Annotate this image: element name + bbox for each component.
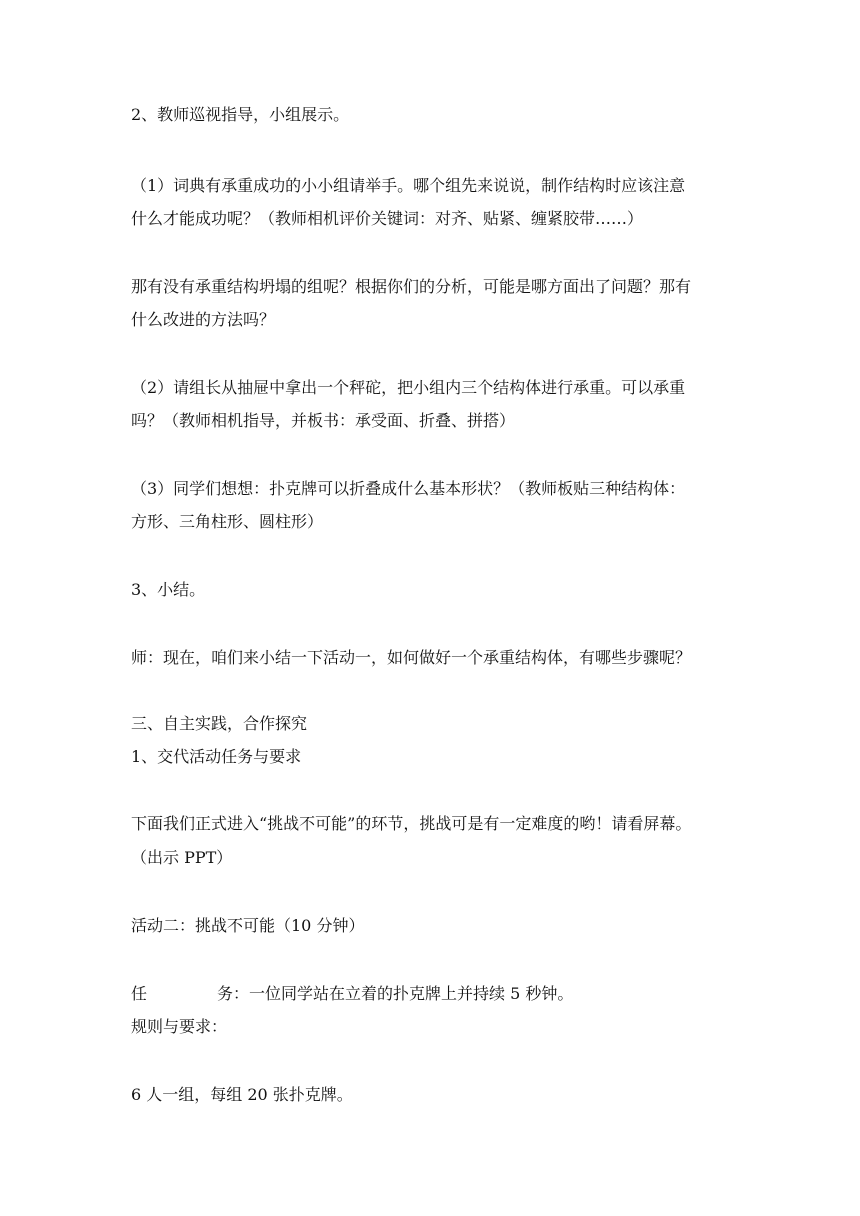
paragraph-step-3-summary: 3、小结。 — [131, 580, 206, 599]
paragraph-step-2: 2、教师巡视指导，小组展示。 — [131, 105, 350, 124]
paragraph-item-1-line-1: （1）词典有承重成功的小小组请举手。哪个组先来说说，制作结构时应该注意 — [131, 176, 686, 195]
paragraph-item-3-line-1: （3）同学们想想：扑克牌可以折叠成什么基本形状？（教师板贴三种结构体： — [131, 479, 686, 498]
paragraph-collapse-line-1: 那有没有承重结构坍塌的组呢？根据你们的分析，可能是哪方面出了问题？那有 — [131, 277, 692, 296]
paragraph-task — [131, 984, 741, 1004]
paragraph-item-2-line-1: （2）请组长从抽屉中拿出一个秤砣，把小组内三个结构体进行承重。可以承重 — [131, 378, 686, 397]
paragraph-item-1-line-2: 什么才能成功呢？（教师相机评价关键词：对齐、贴紧、缠紧胶带……） — [131, 209, 644, 228]
paragraph-challenge-line-1: 下面我们正式进入“挑战不可能”的环节，挑战可是有一定难度的哟！请看屏幕。 — [131, 814, 692, 833]
paragraph-item-3-line-2: 方形、三角柱形、圆柱形） — [131, 512, 324, 531]
paragraph-challenge-line-2: （出示 PPT） — [131, 848, 233, 867]
task-description: 务：一位同学站在立着的扑克牌上并持续 5 秒钟。 — [217, 984, 574, 1003]
paragraph-item-2-line-2: 吗？（教师相机指导，并板书：承受面、折叠、拼搭） — [131, 411, 516, 430]
paragraph-group-rule: 6 人一组，每组 20 张扑克牌。 — [131, 1085, 353, 1104]
paragraph-teacher-summary: 师：现在，咱们来小结一下活动一，如何做好一个承重结构体，有哪些步骤呢？ — [131, 648, 692, 667]
section-heading-3: 三、自主实践，合作探究 — [131, 714, 308, 733]
paragraph-collapse-line-2: 什么改进的方法吗？ — [131, 310, 276, 329]
paragraph-task-intro: 1、交代活动任务与要求 — [131, 747, 302, 766]
paragraph-activity-2: 活动二：挑战不可能（10 分钟） — [131, 916, 365, 935]
task-label-char: 任 — [131, 984, 148, 1003]
paragraph-rules-heading: 规则与要求： — [131, 1017, 228, 1036]
